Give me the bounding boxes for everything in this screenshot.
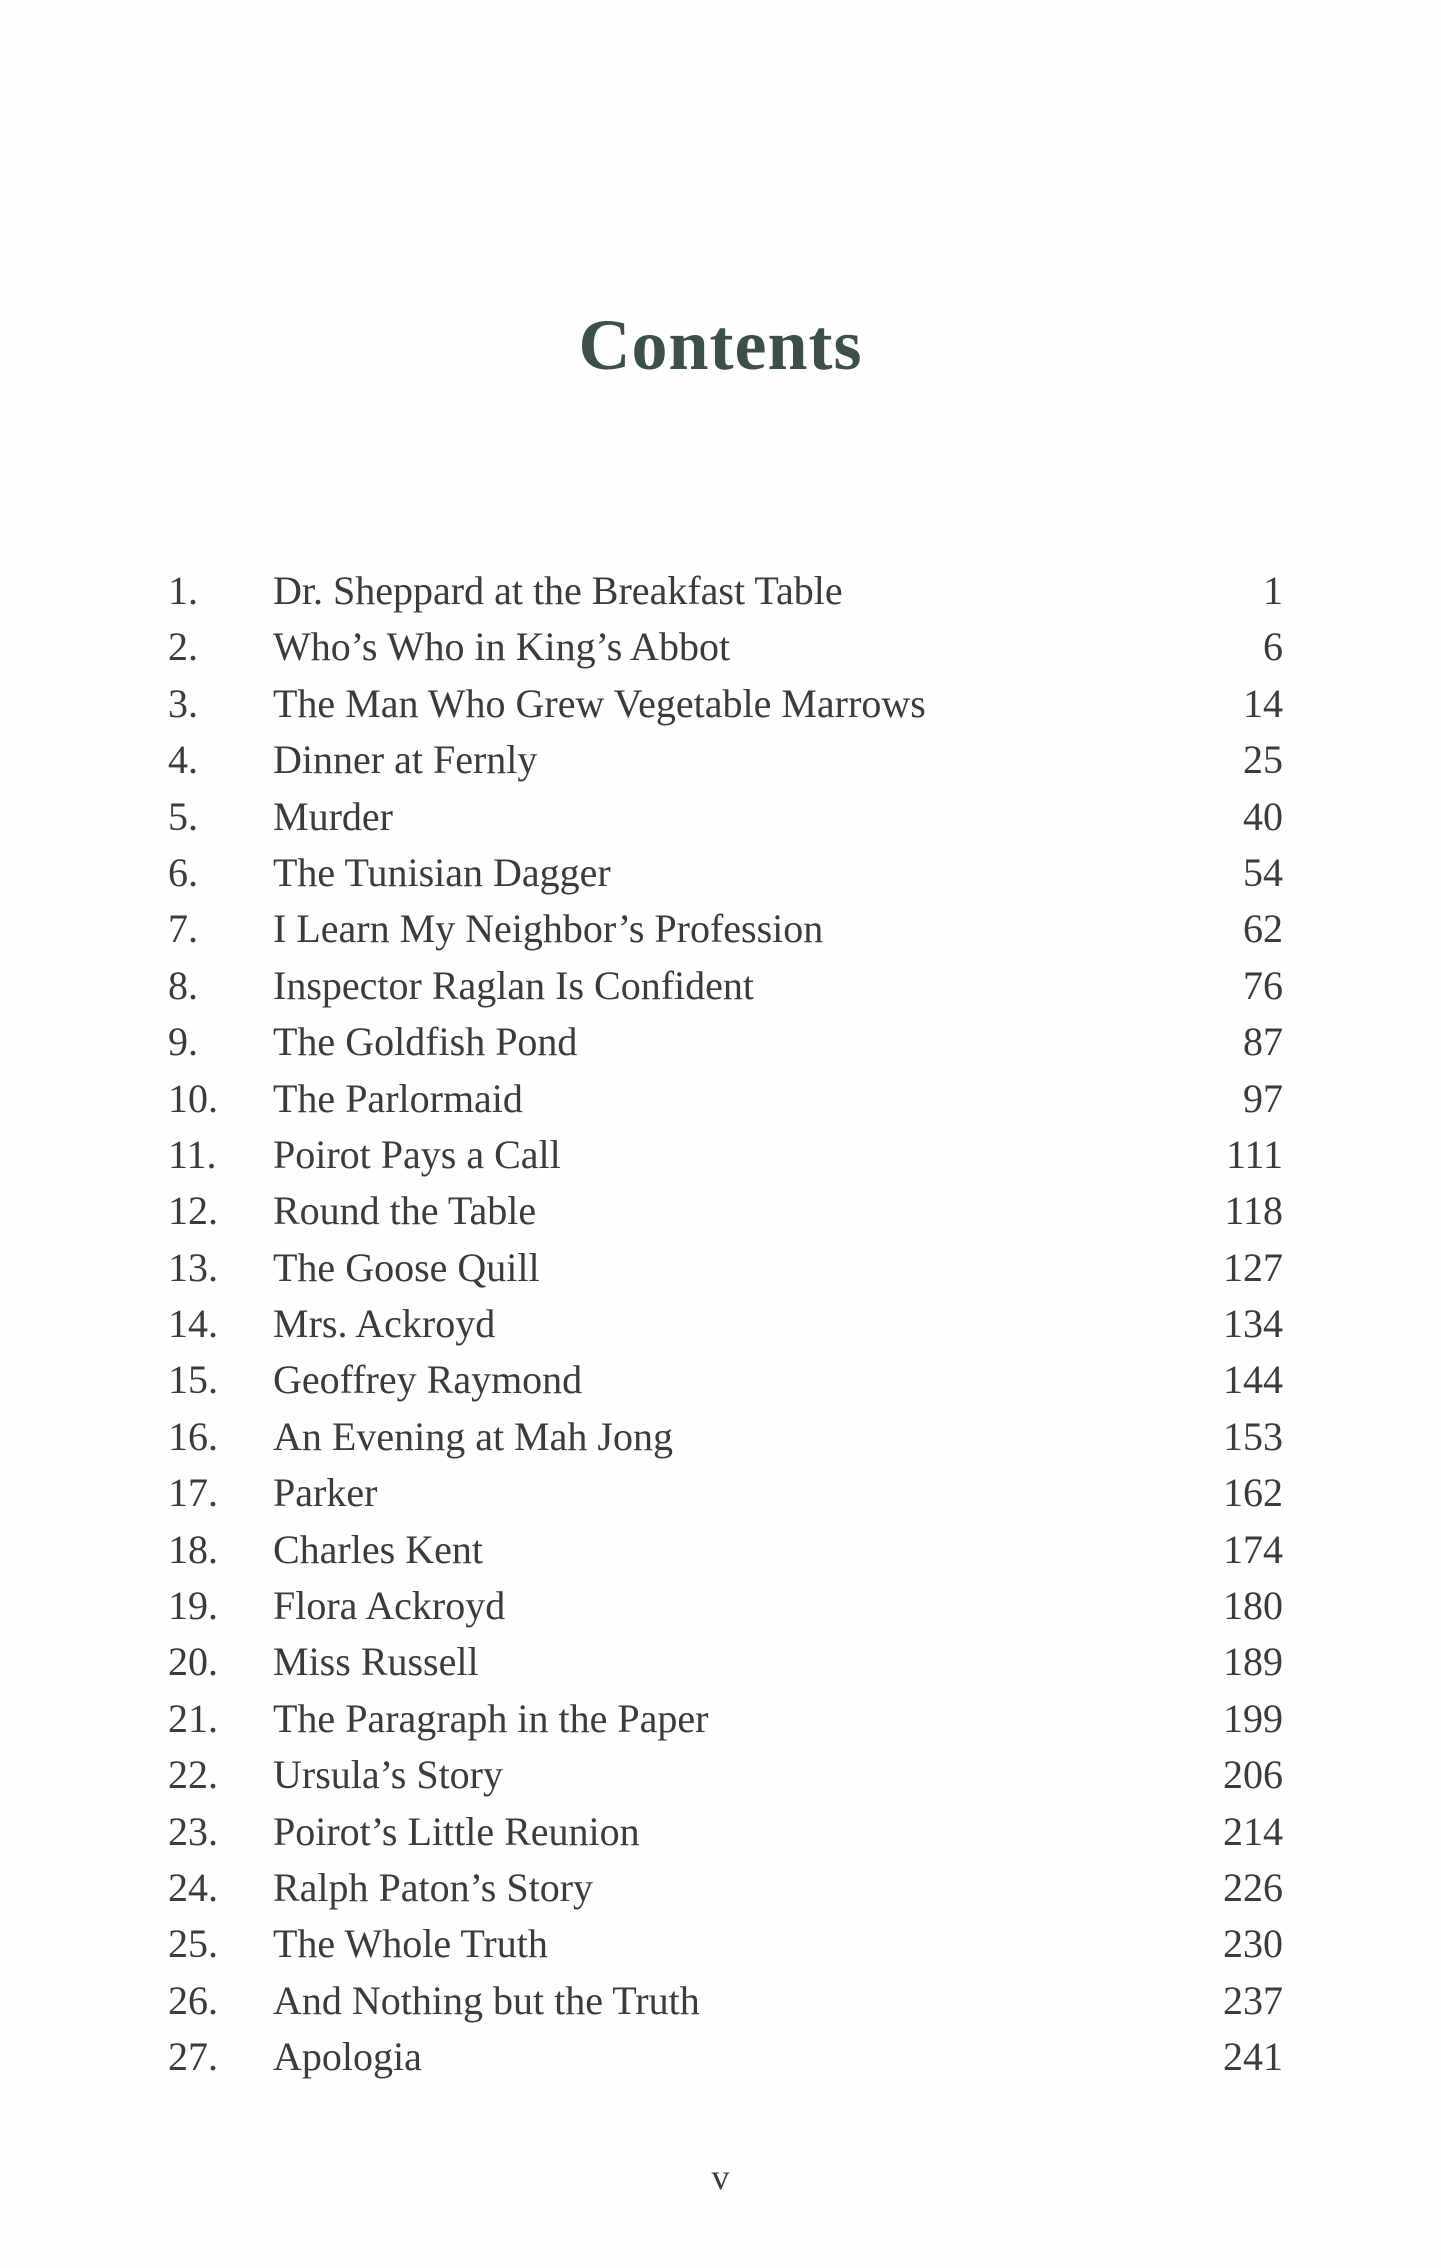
page-title: Contents bbox=[578, 305, 863, 385]
toc-chapter-number: 1. bbox=[168, 568, 198, 613]
toc-page-number: 214 bbox=[1223, 1808, 1283, 1854]
toc-page-number: 54 bbox=[1243, 849, 1283, 895]
toc-chapter-number: 13. bbox=[168, 1244, 218, 1290]
toc-entry bbox=[0, 1071, 1441, 1127]
toc-chapter-title: I Learn My Neighbor’s Profession bbox=[273, 906, 824, 952]
toc-entry bbox=[0, 845, 1441, 901]
toc-page-number: 40 bbox=[1243, 793, 1283, 839]
toc-chapter-title: Ursula’s Story bbox=[273, 1752, 503, 1798]
toc-chapter-number: 14. bbox=[168, 1301, 218, 1347]
toc-entry bbox=[0, 2029, 1441, 2085]
toc-chapter-title: The Goldfish Pond bbox=[273, 1019, 578, 1065]
toc-chapter-number: 5. bbox=[168, 793, 198, 839]
toc-chapter-title: Murder bbox=[273, 793, 393, 839]
toc-chapter-number: 7. bbox=[168, 906, 198, 952]
toc-page-number: 162 bbox=[1223, 1470, 1283, 1516]
toc-chapter-title: An Evening at Mah Jong bbox=[273, 1413, 673, 1459]
toc-entry bbox=[0, 958, 1441, 1014]
toc-chapter-title: Who’s Who in King’s Abbot bbox=[273, 624, 731, 670]
toc-entry bbox=[0, 1465, 1441, 1521]
toc-entry bbox=[0, 1183, 1441, 1239]
toc-chapter-number: 10. bbox=[168, 1075, 218, 1121]
toc-page-number: 14 bbox=[1243, 680, 1283, 726]
toc-chapter-title: Inspector Raglan Is Confident bbox=[273, 962, 754, 1008]
toc-chapter-number: 25. bbox=[168, 1921, 218, 1967]
toc-page-number: 180 bbox=[1223, 1583, 1283, 1629]
toc-chapter-number: 15. bbox=[168, 1357, 218, 1403]
toc-chapter-number: 26. bbox=[168, 1977, 218, 2023]
toc-entry bbox=[0, 1296, 1441, 1352]
toc-chapter-title: The Whole Truth bbox=[273, 1921, 548, 1967]
toc-page-number: 97 bbox=[1243, 1075, 1283, 1121]
toc-page-number: 237 bbox=[1223, 1977, 1283, 2023]
toc-page-number: 199 bbox=[1223, 1695, 1283, 1741]
toc-entry bbox=[0, 676, 1441, 732]
toc-page-number: 241 bbox=[1223, 2034, 1283, 2080]
toc-chapter-title: The Parlormaid bbox=[273, 1075, 523, 1121]
toc-page-number: 153 bbox=[1223, 1413, 1283, 1459]
toc-chapter-number: 23. bbox=[168, 1808, 218, 1854]
toc-entry bbox=[0, 1634, 1441, 1690]
toc-chapter-number: 24. bbox=[168, 1864, 218, 1910]
toc-entry bbox=[0, 1973, 1441, 2029]
toc-page-number: 144 bbox=[1223, 1357, 1283, 1403]
toc-chapter-title: Ralph Paton’s Story bbox=[273, 1864, 594, 1910]
toc-page-number: 134 bbox=[1223, 1301, 1283, 1347]
toc-chapter-title: Parker bbox=[273, 1470, 378, 1516]
toc-entry bbox=[0, 1522, 1441, 1578]
toc-entry bbox=[0, 1014, 1441, 1070]
toc-page-number: 206 bbox=[1223, 1752, 1283, 1798]
toc-chapter-title: Dr. Sheppard at the Breakfast Table bbox=[273, 568, 843, 613]
table-of-contents bbox=[0, 563, 1441, 2086]
toc-chapter-number: 8. bbox=[168, 962, 198, 1008]
toc-chapter-number: 6. bbox=[168, 849, 198, 895]
toc-chapter-number: 22. bbox=[168, 1752, 218, 1798]
toc-chapter-number: 19. bbox=[168, 1583, 218, 1629]
toc-entry bbox=[0, 1804, 1441, 1860]
toc-entry bbox=[0, 1127, 1441, 1183]
toc-entry bbox=[0, 619, 1441, 675]
toc-chapter-number: 18. bbox=[168, 1526, 218, 1572]
page-number: v bbox=[711, 2157, 730, 2197]
toc-entry bbox=[0, 1352, 1441, 1408]
toc-entry bbox=[0, 563, 1441, 619]
toc-chapter-title: Poirot’s Little Reunion bbox=[273, 1808, 640, 1854]
toc-page-number: 189 bbox=[1223, 1639, 1283, 1685]
toc-page-number: 174 bbox=[1223, 1526, 1283, 1572]
toc-chapter-title: Miss Russell bbox=[273, 1639, 479, 1685]
toc-chapter-number: 21. bbox=[168, 1695, 218, 1741]
toc-page-number: 87 bbox=[1243, 1019, 1283, 1065]
toc-entry bbox=[0, 1747, 1441, 1803]
toc-entry bbox=[0, 732, 1441, 788]
toc-entry bbox=[0, 1916, 1441, 1972]
toc-page-number: 230 bbox=[1223, 1921, 1283, 1967]
toc-chapter-title: The Man Who Grew Vegetable Marrows bbox=[273, 680, 926, 726]
toc-page-number: 1 bbox=[1263, 568, 1283, 613]
toc-entry bbox=[0, 1860, 1441, 1916]
toc-chapter-title: Dinner at Fernly bbox=[273, 737, 538, 783]
toc-chapter-number: 27. bbox=[168, 2034, 218, 2080]
toc-chapter-number: 12. bbox=[168, 1188, 218, 1234]
toc-chapter-number: 9. bbox=[168, 1019, 198, 1065]
toc-entry bbox=[0, 1240, 1441, 1296]
toc-page-number: 25 bbox=[1243, 737, 1283, 783]
toc-entry bbox=[0, 789, 1441, 845]
toc-chapter-title: Mrs. Ackroyd bbox=[273, 1301, 496, 1347]
toc-chapter-number: 2. bbox=[168, 624, 198, 670]
toc-chapter-number: 4. bbox=[168, 737, 198, 783]
toc-chapter-title: Poirot Pays a Call bbox=[273, 1131, 561, 1177]
toc-page-number: 76 bbox=[1243, 962, 1283, 1008]
toc-chapter-number: 11. bbox=[168, 1131, 217, 1177]
toc-page-number: 62 bbox=[1243, 906, 1283, 952]
toc-chapter-title: Apologia bbox=[273, 2034, 422, 2080]
toc-chapter-number: 20. bbox=[168, 1639, 218, 1685]
toc-chapter-title: The Tunisian Dagger bbox=[273, 849, 611, 895]
toc-page-number: 111 bbox=[1225, 1131, 1283, 1177]
toc-chapter-title: The Paragraph in the Paper bbox=[273, 1695, 709, 1741]
toc-entry bbox=[0, 901, 1441, 957]
toc-chapter-number: 17. bbox=[168, 1470, 218, 1516]
toc-chapter-number: 3. bbox=[168, 680, 198, 726]
toc-chapter-title: Geoffrey Raymond bbox=[273, 1357, 583, 1403]
toc-chapter-number: 16. bbox=[168, 1413, 218, 1459]
toc-page-number: 118 bbox=[1224, 1188, 1283, 1234]
toc-chapter-title: The Goose Quill bbox=[273, 1244, 540, 1290]
toc-entry bbox=[0, 1409, 1441, 1465]
toc-page-number: 6 bbox=[1263, 624, 1283, 670]
toc-chapter-title: Flora Ackroyd bbox=[273, 1583, 506, 1629]
toc-page-number: 226 bbox=[1223, 1864, 1283, 1910]
toc-chapter-title: Round the Table bbox=[273, 1188, 537, 1234]
toc-chapter-title: And Nothing but the Truth bbox=[273, 1977, 700, 2023]
toc-entry bbox=[0, 1578, 1441, 1634]
toc-chapter-title: Charles Kent bbox=[273, 1526, 483, 1572]
toc-page-number: 127 bbox=[1223, 1244, 1283, 1290]
toc-entry bbox=[0, 1691, 1441, 1747]
